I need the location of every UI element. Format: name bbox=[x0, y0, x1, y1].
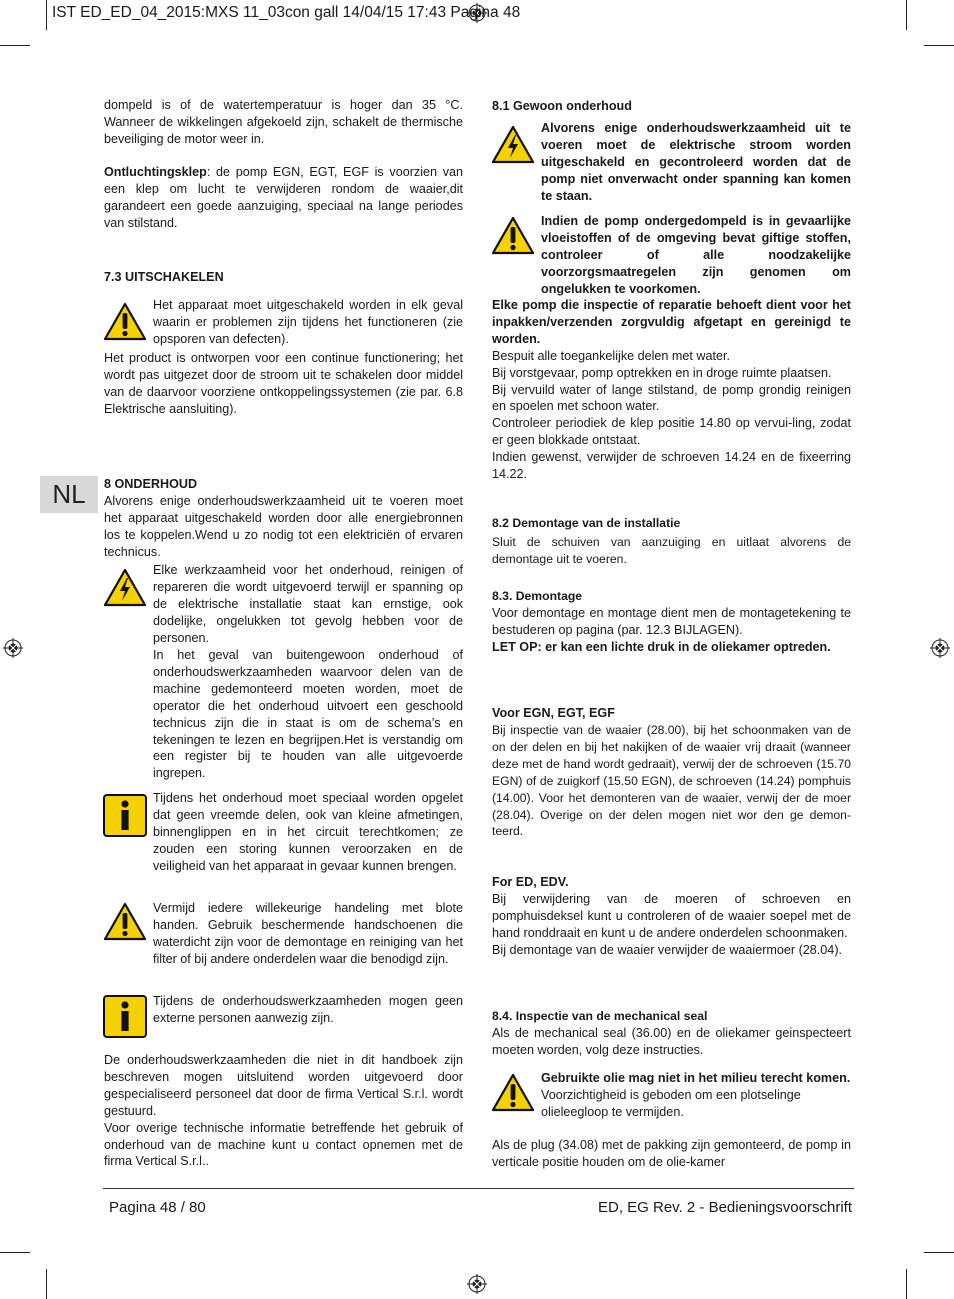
body-text: Bij vorstgevaar, pomp optrekken en in droge ruimte plaatsen. bbox=[492, 365, 832, 380]
crop-mark bbox=[924, 1252, 954, 1253]
warning-exclamation-icon bbox=[103, 902, 147, 941]
document-title: ED, EG Rev. 2 - Bedieningsvoorschrift bbox=[598, 1199, 852, 1216]
paragraph bbox=[104, 1052, 463, 1170]
body-text: Het product is ontworpen voor een continue functionering; het wordt pas uitgezet door de stroom uit te schakelen door middel van de daarvoor voorziene ontkoppelingssystemen (zie par. 6.8 Elektrische aansluiting). bbox=[104, 351, 463, 416]
body-text: Alvorens enige onderhoudswerkzaamheid uit te voeren moet het apparaat uitgeschakeld worden door alle energiebronnen los te koppelen.Wend u zo nodig tot een elektriciën of ervaren technicus. bbox=[104, 494, 463, 559]
body-text: Bij verwijdering van de moeren of schroeven en pomphuisdeksel kunt u controleren of de waaier soepel met de hand ronddraait en kunt u de andere onderdelen schoonmaken. bbox=[492, 892, 851, 940]
crop-mark bbox=[924, 45, 954, 46]
section-heading: 8.2 Demontage van de installatie bbox=[492, 516, 681, 530]
registration-mark-icon bbox=[467, 1274, 487, 1294]
info-text: Tijdens de onderhoudswerkzaamheden mogen geen externe personen aanwezig zijn. bbox=[153, 994, 463, 1025]
warning-exclamation-icon bbox=[491, 216, 535, 255]
paragraph bbox=[104, 97, 463, 148]
section-heading: 7.3 UITSCHAKELEN bbox=[104, 270, 224, 284]
paragraph bbox=[104, 493, 463, 561]
body-text: Bespuit alle toegankelijke delen met water. bbox=[492, 348, 731, 363]
warning-text: Gebruikte olie mag niet in het milieu terecht komen. Voorzichtigheid is geboden om een plotselinge olieleegloop te vermijden. bbox=[541, 1071, 851, 1119]
section-heading: 8.1 Gewoon onderhoud bbox=[492, 99, 632, 113]
warning-text: Elke werkzaamheid voor het onderhoud, reinigen of repareren die wordt uitgevoerd terwijl er spanning op de elektrische installatie staat kan ernstige, ook dodelijke, ongelukken tot gevolg hebben voor de personen. bbox=[153, 563, 463, 645]
section-heading: For ED, EDV. bbox=[492, 875, 569, 889]
crop-mark bbox=[0, 45, 30, 46]
paragraph bbox=[492, 297, 851, 483]
warning-text: Vermijd iedere willekeurige handeling met blote handen. Gebruik beschermende handschoenen die waterdicht zijn voor de demontage en reiniging van het filter of bij andere onderdelen waar die benodigd zijn. bbox=[153, 901, 463, 966]
section-heading: 8.3. Demontage bbox=[492, 589, 583, 603]
crop-mark bbox=[906, 1269, 907, 1299]
info-icon bbox=[103, 995, 147, 1038]
registration-mark-icon bbox=[930, 638, 950, 658]
body-text-bold: LET OP: er kan een lichte druk in de oliekamer optreden. bbox=[492, 639, 831, 654]
body-text: dompeld is of de watertemperatuur is hoger dan 35 °C. Wanneer de wikkelingen afgekoeld zijn, schakelt de thermische beveiliging de motor weer in. bbox=[104, 98, 463, 146]
body-text: Indien gewenst, verwijder de schroeven 14.24 en de fixeerring 14.22. bbox=[492, 450, 851, 482]
warning-text: Het apparaat moet uitgeschakeld worden in elk geval waarin er problemen zijn tijdens het functioneren (zie opsporen van defecten). bbox=[153, 298, 463, 346]
term-bold: Ontluchtingsklep bbox=[104, 165, 207, 179]
paragraph bbox=[492, 722, 851, 840]
body-text: Voor demontage en montage dient men de montagetekening te bestuderen op pagina (par. 12.3 BIJLAGEN). bbox=[492, 606, 851, 637]
electric-hazard-icon bbox=[491, 125, 535, 164]
warning-exclamation-icon bbox=[491, 1073, 535, 1112]
paragraph bbox=[492, 1025, 851, 1059]
registration-mark-icon bbox=[3, 638, 23, 658]
paragraph bbox=[492, 1137, 851, 1171]
body-text: Bij demontage van de waaier verwijder de waaiermoer (28.04). bbox=[492, 942, 843, 957]
paragraph bbox=[492, 534, 851, 568]
paragraph bbox=[104, 164, 463, 232]
body-text: Voor overige technische informatie betreffende het gebruik of onderhoud van de machine kunt u contact opnemen met de firma Vertical S.r.l.. bbox=[104, 1120, 463, 1169]
body-text: : de pomp EGN, EGT, EGF is voorzien van een klep om lucht te verwijderen rondom de waaier,dit garandeert een goede aanzuiging, speciaal na lange periodes van stilstand. bbox=[104, 165, 463, 230]
warning-exclamation-icon bbox=[103, 302, 147, 341]
crop-mark bbox=[0, 1252, 30, 1253]
page-number: Pagina 48 / 80 bbox=[109, 1199, 206, 1216]
section-heading: 8.4. Inspectie van de mechanical seal bbox=[492, 1009, 708, 1023]
body-text: Controleer periodiek de klep positie 14.80 op vervui-ling, zodat er geen blokkade ontstaat. bbox=[492, 416, 851, 448]
body-text: Bij inspectie van de waaier (28.00), bij het schoonmaken van de on der delen en bij het nakijken of de waaier vrij draait (wanneer deze met de hand wordt gedraait), verwij der de schroeven (15.70 EGN) of de zuigkorf (15.50 EGN), de schroeven (14.24) pomphuis (14.00). Voor het demonteren van de waaier, verwij der de moer (28.04). Overige on der delen mogen niet wor den ge demon-teerd. bbox=[492, 723, 851, 839]
language-tab: NL bbox=[40, 476, 98, 513]
crop-mark bbox=[46, 0, 47, 30]
crop-mark bbox=[46, 1269, 47, 1299]
crop-mark bbox=[906, 0, 907, 30]
section-heading: 8 ONDERHOUD bbox=[104, 477, 198, 491]
info-icon bbox=[103, 794, 147, 837]
body-text: Als de mechanical seal (36.00) en de oliekamer geinspecteert moeten worden, volg deze instructies. bbox=[492, 1026, 851, 1057]
body-text: De onderhoudswerkzaamheden die niet in dit handboek zijn beschreven mogen uitsluitend worden uitgevoerd door gespecialiseerd personeel dat door de firma Vertical S.r.l. wordt gestuurd. bbox=[104, 1053, 463, 1118]
body-text: Sluit de schuiven van aanzuiging en uitlaat alvorens de demontage uit te voeren. bbox=[492, 535, 851, 566]
paragraph bbox=[492, 605, 851, 656]
warning-text: Indien de pomp ondergedompeld is in gevaarlijke vloeistoffen of de omgeving bevat giftige stoffen, controleer of alle noodzakelijke voorzorgsmaatregelen zijn genomen om ongelukken te voorkomen. bbox=[541, 214, 851, 296]
print-slug: IST ED_ED_04_2015:MXS 11_03con gall 14/04/15 17:43 Pagina 48 bbox=[52, 4, 521, 21]
paragraph bbox=[104, 350, 463, 418]
body-text: Bij vervuild water of lange stilstand, de pomp grondig reinigen en spoelen met schoon water. bbox=[492, 382, 851, 414]
paragraph bbox=[492, 891, 851, 959]
warning-text: In het geval van buitengewoon onderhoud of onderhoudswerkzaamheden waarvoor delen van de machine gedemonteerd moeten worden, moet de operator die het onderhoud uitvoert een geschoold technicus zijn die in staat is om de schema’s en tekeningen te lezen en begrijpen.Het is verstandig om een register bij te houden van alle uitgevoerde ingrepen. bbox=[153, 648, 463, 781]
body-text-bold: Elke pomp die inspectie of reparatie behoeft dient voor het inpakken/verzenden zorgvuldig afgetapt en gereinigd te worden. bbox=[492, 298, 851, 346]
warning-text: Alvorens enige onderhoudswerkzaamheid uit te voeren moet de elektrische stroom worden uitgeschakeld en gecontroleerd worden dat de pomp niet onverwacht onder spanning kan komen te staan. bbox=[541, 121, 851, 203]
section-heading: Voor EGN, EGT, EGF bbox=[492, 706, 615, 720]
body-text: Als de plug (34.08) met de pakking zijn gemonteerd, de pomp in verticale positie houden om de olie-kamer bbox=[492, 1138, 851, 1169]
footer-rule bbox=[103, 1188, 854, 1189]
electric-hazard-icon bbox=[103, 568, 147, 607]
info-text: Tijdens het onderhoud moet speciaal worden opgelet dat geen vreemde delen, ook van kleine afmetingen, binnenglippen en in het circuit terechtkomen; ze zouden een storing kunnen veroorzaken en de veiligheid van het apparaat in gevaar kunnen brengen. bbox=[153, 791, 463, 873]
